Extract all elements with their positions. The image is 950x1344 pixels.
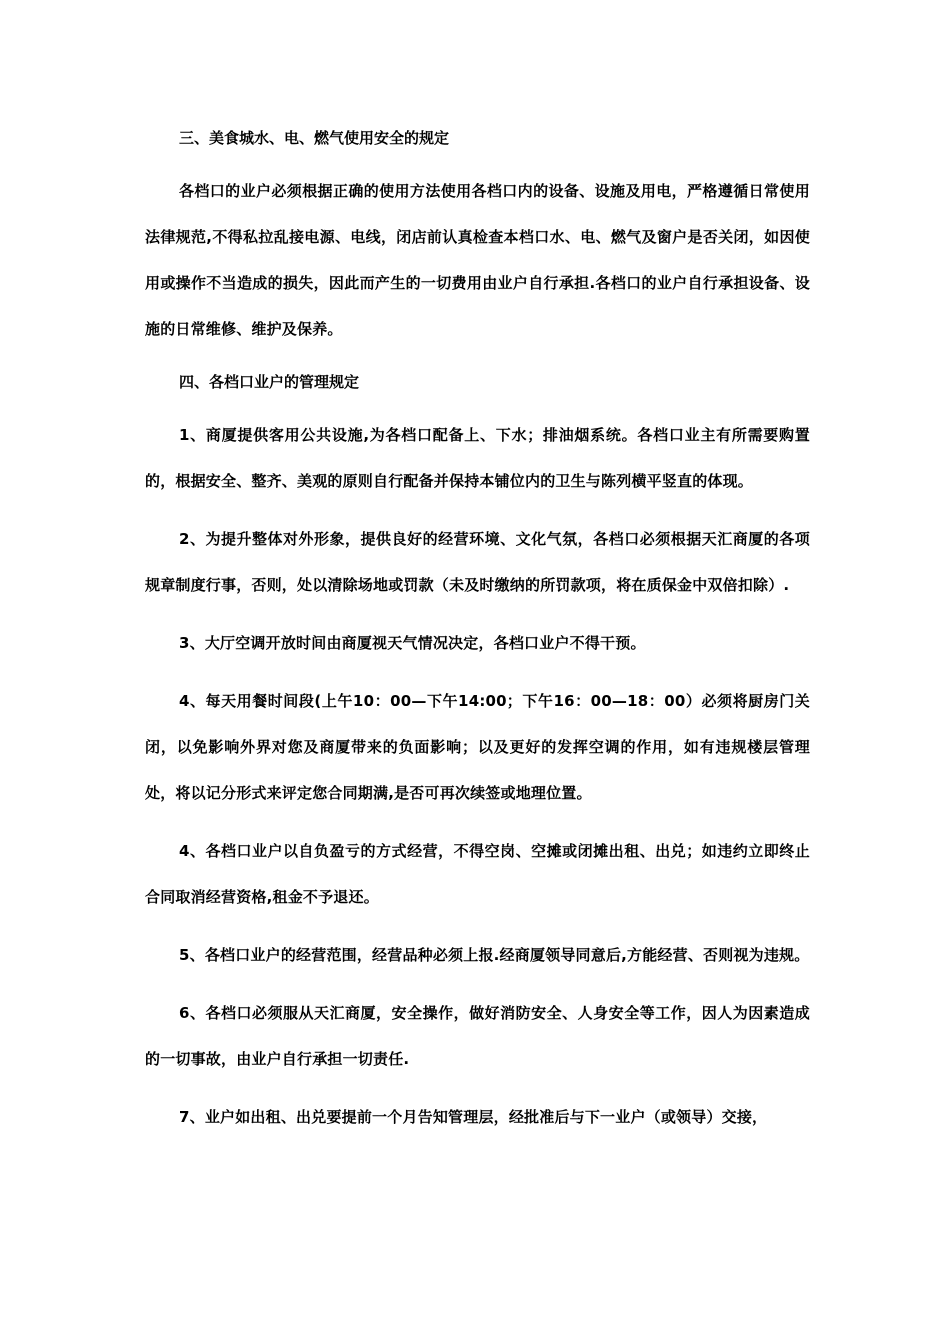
rule-item-6: 6、各档口必须服从天汇商厦，安全操作，做好消防安全、人身安全等工作，因人为因素造成的一切事故，由业户自行承担一切责任. xyxy=(145,1004,810,1068)
rule-item-1: 1、商厦提供客用公共设施,为各档口配备上、下水；排油烟系统。各档口业主有所需要购置的，根据安全、整齐、美观的原则自行配备并保持本铺位内的卫生与陈列横平竖直的体现。 xyxy=(145,426,810,490)
rule-item-7: 7、业户如出租、出兑要提前一个月告知管理层，经批准后与下一业户（或领导）交接， xyxy=(179,1108,768,1126)
rule-item-4b: 4、各档口业户以自负盈亏的方式经营，不得空岗、空摊或闭摊出租、出兑；如违约立即终止合同取消经营资格,租金不予退还。 xyxy=(145,842,810,906)
rule-item-5: 5、各档口业户的经营范围，经营品种必须上报.经商厦领导同意后,方能经营、否则视为违规。 xyxy=(179,946,810,964)
section-heading-4: 四、各档口业户的管理规定 xyxy=(179,373,360,391)
document-body xyxy=(145,120,810,1152)
section-heading-3: 三、美食城水、电、燃气使用安全的规定 xyxy=(179,129,450,147)
paragraph-utilities: 各档口的业户必须根据正确的使用方法使用各档口内的设备、设施及用电，严格遵循日常使用法律规范,不得私拉乱接电源、电线，闭店前认真检查本档口水、电、燃气及窗户是否关闭，如因使用或操作不当造成的损失，因此而产生的一切费用由业户自行承担.各档口的业户自行承担设备、设施的日常维修、维护及保养。 xyxy=(145,182,810,338)
rule-item-3: 3、大厅空调开放时间由商厦视天气情况决定，各档口业户不得干预。 xyxy=(179,634,646,652)
rule-item-2: 2、为提升整体对外形象，提供良好的经营环境、文化气氛，各档口必须根据天汇商厦的各项规章制度行事，否则，处以清除场地或罚款（未及时缴纳的所罚款项，将在质保金中双倍扣除）. xyxy=(145,530,810,594)
rule-item-4a: 4、每天用餐时间段(上午10：00—下午14:00；下午16：00—18：00）必须将厨房门关闭，以免影响外界对您及商厦带来的负面影响；以及更好的发挥空调的作用，如有违规楼层管理处，将以记分形式来评定您合同期满,是否可再次续签或地理位置。 xyxy=(145,692,810,802)
